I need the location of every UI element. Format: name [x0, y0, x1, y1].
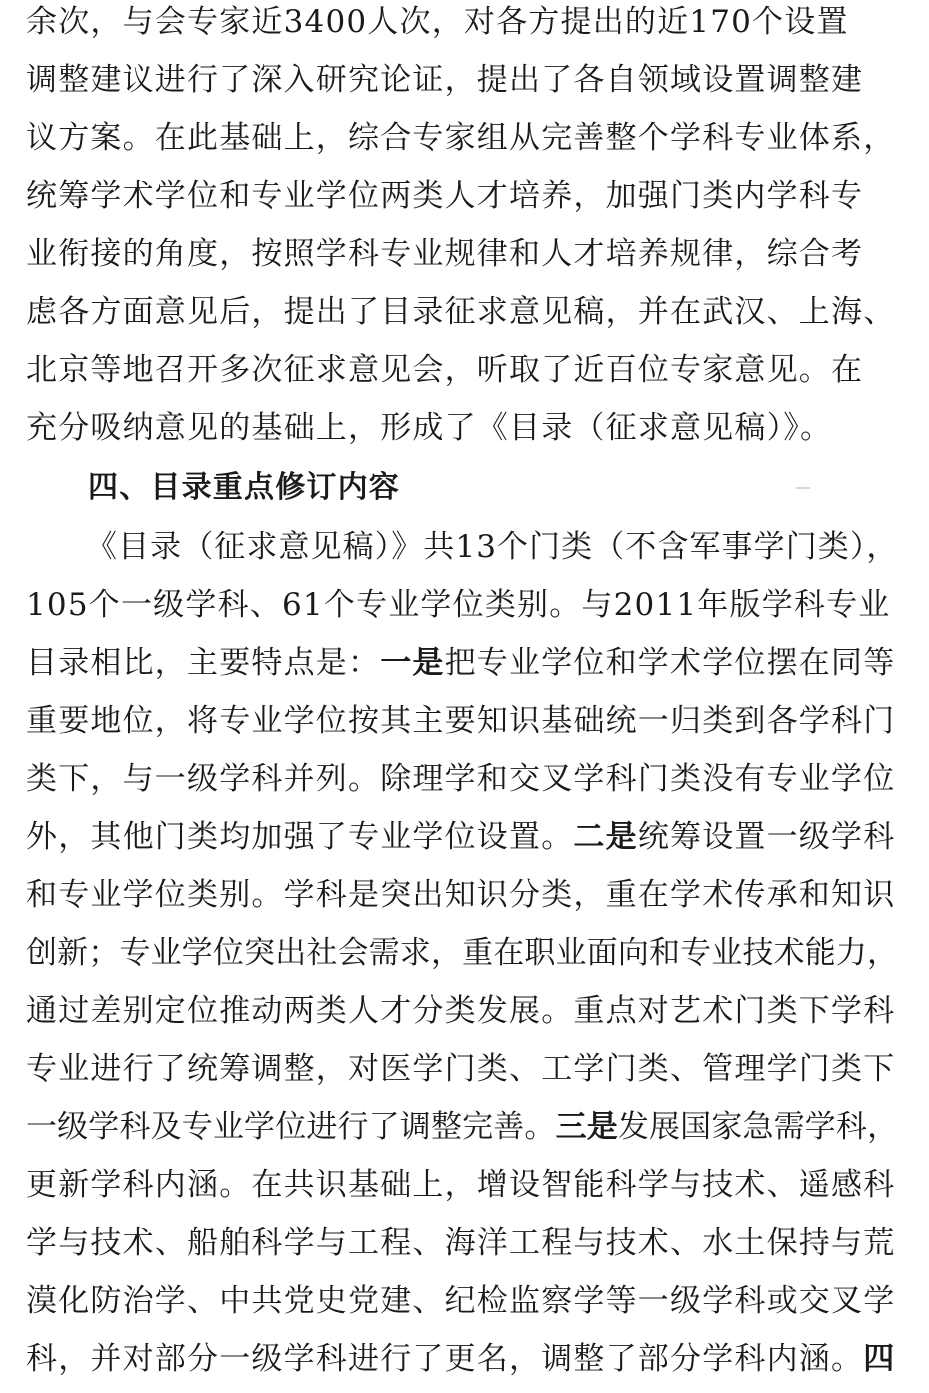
- main-line-7: 和专业学位类别。学科是突出知识分类，重在学术传承和知识: [26, 877, 896, 913]
- intro-line-6: 虑各方面意见后，提出了目录征求意见稿，并在武汉、上海、: [26, 294, 896, 330]
- scan-mark: [796, 487, 810, 489]
- intro-line-4: 统筹学术学位和专业学位两类人才培养，加强门类内学科专: [26, 178, 864, 214]
- intro-line-2: 调整建议进行了深入研究论证，提出了各自领域设置调整建: [26, 62, 864, 98]
- main-line-6-c: 统筹设置一级学科: [637, 819, 896, 855]
- main-line-1: 《目录（征求意见稿）》共13个门类（不含军事学门类），: [86, 529, 899, 565]
- main-line-3-c: 把专业学位和学术学位摆在同等: [444, 645, 896, 681]
- intro-line-3: 议方案。在此基础上，综合专家组从完善整个学科专业体系，: [26, 120, 896, 156]
- main-line-11: [26, 1107, 898, 1147]
- main-line-14: 漠化防治学、中共党史党建、纪检监察学等一级学科或交叉学: [26, 1283, 896, 1319]
- point-one-label: 一是: [380, 645, 445, 681]
- section-heading: 四、目录重点修订内容: [88, 470, 400, 505]
- main-line-6-a: 外，其他门类均加强了专业学位设置。: [26, 819, 574, 855]
- main-line-2: 105个一级学科、61个专业学位类别。与2011年版学科专业: [26, 587, 891, 623]
- point-four-label: 四: [863, 1341, 896, 1377]
- main-line-5: 类下，与一级学科并列。除理学和交叉学科门类没有专业学位: [26, 761, 896, 797]
- point-three-label: 三是: [555, 1109, 618, 1145]
- intro-line-7: 北京等地召开多次征求意见会，听取了近百位专家意见。在: [26, 352, 864, 388]
- intro-line-1: 余次，与会专家近3400人次，对各方提出的近170个设置: [26, 4, 849, 40]
- main-line-11-c: 发展国家急需学科，: [617, 1109, 899, 1145]
- main-line-6: [26, 817, 895, 857]
- main-line-15: [26, 1339, 895, 1379]
- main-line-11-a: 一级学科及专业学位进行了调整完善。: [26, 1109, 556, 1145]
- main-line-8: 创新；专业学位突出社会需求，重在职业面向和专业技术能力，: [26, 935, 899, 971]
- main-line-3: [26, 643, 895, 683]
- main-line-4: 重要地位，将专业学位按其主要知识基础统一归类到各学科门: [26, 703, 896, 739]
- main-line-15-a: 科，并对部分一级学科进行了更名，调整了部分学科内涵。: [26, 1341, 864, 1377]
- main-line-3-a: 目录相比，主要特点是：: [26, 645, 381, 681]
- main-line-13: 学与技术、船舶科学与工程、海洋工程与技术、水土保持与荒: [26, 1225, 896, 1261]
- main-line-9: 通过差别定位推动两类人才分类发展。重点对艺术门类下学科: [26, 993, 896, 1029]
- intro-line-8: 充分吸纳意见的基础上，形成了《目录（征求意见稿）》。: [26, 410, 833, 446]
- point-two-label: 二是: [573, 819, 638, 855]
- main-line-10: 专业进行了统筹调整，对医学门类、工学门类、管理学门类下: [26, 1051, 896, 1087]
- intro-line-5: 业衔接的角度，按照学科专业规律和人才培养规律，综合考: [26, 236, 864, 272]
- main-line-12: 更新学科内涵。在共识基础上，增设智能科学与技术、遥感科: [26, 1167, 896, 1203]
